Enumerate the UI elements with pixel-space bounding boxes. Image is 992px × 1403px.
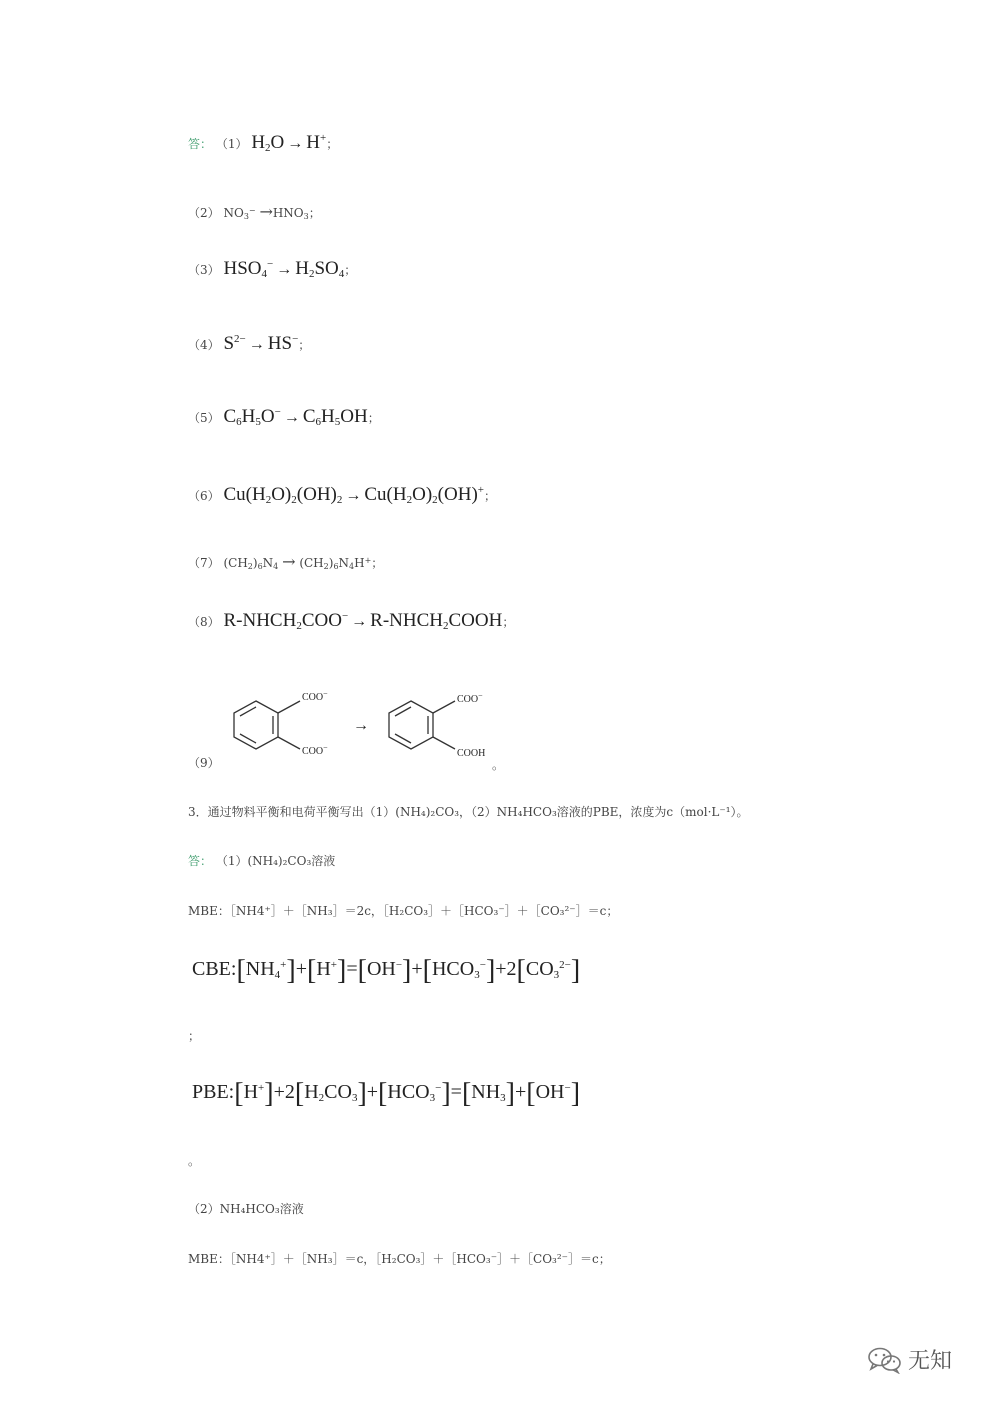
answer-label: 答： bbox=[188, 137, 213, 151]
cbe-equation: $CBE:[NH_4^+]+[H^+]=[OH^-]+[HCO_3^-]+2[CO_3^{2-}]$ bbox=[192, 955, 581, 986]
formula: $S^{2-} \to HS^-$ bbox=[223, 333, 299, 354]
item-number: （1） bbox=[215, 137, 248, 151]
answer-label: 答： bbox=[188, 854, 213, 868]
svg-text:COO−: COO− bbox=[457, 691, 483, 705]
svg-text:COOH: COOH bbox=[457, 748, 486, 759]
item-5: （5） $C_6H_5O^- \to C_6H_5OH$； bbox=[188, 406, 380, 428]
svg-text:COO−: COO− bbox=[302, 743, 328, 757]
formula: $Cu(H_2O)_2(OH)_2 \to Cu(H_2O)_2(OH)^+$ bbox=[223, 484, 484, 506]
item-number: （5） bbox=[188, 411, 220, 425]
item-number: （6） bbox=[188, 489, 220, 503]
item-9-number: （9） bbox=[188, 756, 220, 770]
item-number: （2） bbox=[188, 206, 220, 220]
formula: $R-NHCH_2COO^-$ → $R-NHCH_2COOH$ bbox=[223, 610, 503, 632]
watermark-text: 无知 bbox=[908, 1349, 953, 1374]
question-3-text: 3．通过物料平衡和电荷平衡写出（1）(NH₄)₂CO₃，（2）NH₄HCO₃溶液的PBE，浓度为c（mol·L⁻¹）。 bbox=[188, 805, 749, 819]
item-8: （8） $R-NHCH_2COO^-$ → $R-NHCH_2COOH$； bbox=[188, 610, 515, 632]
part-2-label: （2）NH₄HCO₃溶液 bbox=[188, 1202, 304, 1216]
formula: $C_6H_5O^- \to C_6H_5OH$ bbox=[223, 406, 368, 428]
formula: $HSO_4^- \to H_2SO_4$ bbox=[223, 258, 345, 280]
formula: $NO_3^- \to HNO_3$ bbox=[223, 202, 309, 221]
item-6: （6） $Cu(H_2O)_2(OH)_2 \to Cu(H_2O)_2(OH)^+$； bbox=[188, 484, 497, 506]
item-3: （3） $HSO_4^- \to H_2SO_4$； bbox=[188, 258, 357, 280]
mbe-2: MBE：［NH4⁺］＋［NH₃］＝c，［H₂CO₃］＋［HCO₃⁻］＋［CO₃²⁻］＝c； bbox=[188, 1252, 611, 1266]
phthalate-structure-diagram bbox=[220, 680, 520, 775]
answer-part-1 bbox=[188, 852, 335, 869]
item-4: （4） $S^{2-} \to HS^-$； bbox=[188, 333, 311, 354]
wechat-icon bbox=[866, 1346, 904, 1374]
item-number: （8） bbox=[188, 615, 220, 629]
formula: $(CH_2)_6N_4 \to (CH_2)_6N_4H^+$ bbox=[223, 552, 372, 571]
svg-text:COO−: COO− bbox=[302, 689, 328, 703]
mbe-1: MBE：［NH4⁺］＋［NH₃］＝2c，［H₂CO₃］＋［HCO₃⁻］＋［CO₃²⁻］＝c； bbox=[188, 904, 619, 918]
period: 。 bbox=[188, 1154, 201, 1168]
part-1-label: （1）(NH₄)₂CO₃溶液 bbox=[215, 854, 336, 868]
formula: $H_2O \to H^+$ bbox=[251, 132, 327, 154]
item-number: （7） bbox=[188, 556, 220, 570]
item-1: 答： （1） $H_2O \to H^+$； bbox=[188, 132, 339, 154]
svg-text:→: → bbox=[353, 717, 369, 734]
semicolon: ； bbox=[188, 1029, 201, 1043]
item-9-period: 。 bbox=[492, 758, 505, 772]
item-2: （2） $NO_3^- \to HNO_3$； bbox=[188, 202, 321, 221]
item-number: （4） bbox=[188, 338, 220, 352]
pbe-equation: $PBE:[H^+]+2[H_2CO_3]+[HCO_3^-]=[NH_3]+[OH^-]$ bbox=[192, 1078, 581, 1109]
watermark bbox=[866, 1344, 952, 1375]
item-7: （7） $(CH_2)_6N_4 \to (CH_2)_6N_4H^+$； bbox=[188, 552, 384, 571]
item-number: （3） bbox=[188, 263, 220, 277]
